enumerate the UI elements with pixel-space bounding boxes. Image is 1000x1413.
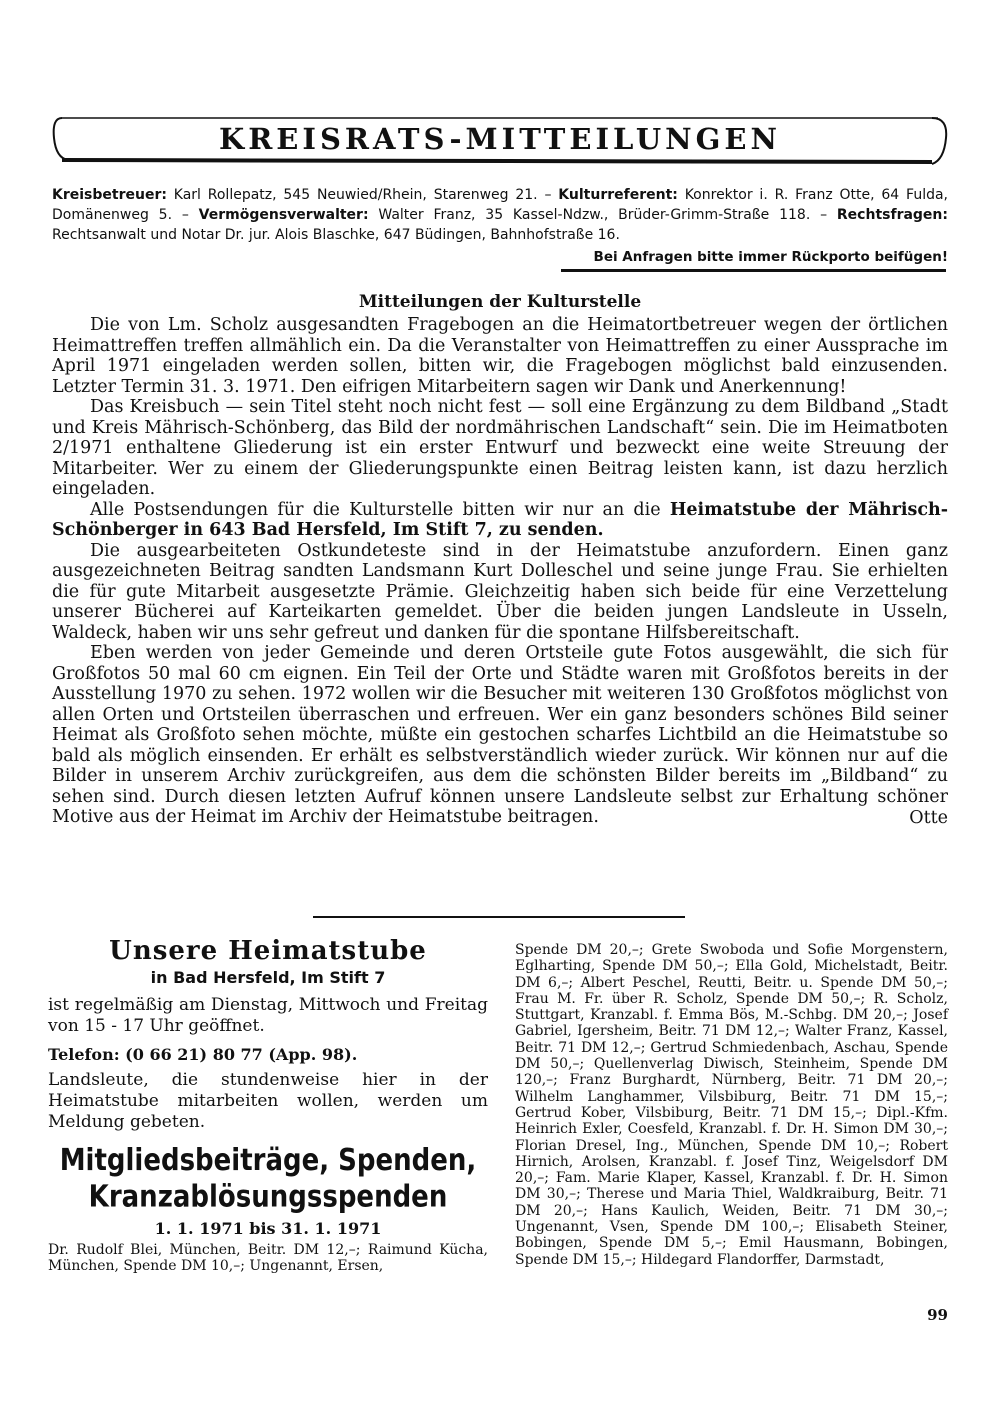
heimatstube-subtitle: in Bad Hersfeld, Im Stift 7 [150, 968, 386, 987]
masthead-banner [52, 110, 948, 168]
article-paragraph-5: Eben werden von jeder Gemeinde und deren Ortsteile gute Fotos ausgewählt, die sich für Großfotos 50 mal 60 cm eignen. Ein Teil der Orte und Städte waren mit Großfotos bereits in der Ausstellung 1970 zu sehen. 1972 wollen wir die Besucher mit weiteren 130 Großfotos möglichst von allen Orten und Ortsteilen überraschen und erfreuen. Wer ein ganz besonders schönes Bild seiner Heimat als Großfoto sehen möchte, müßte ein gestochen scharfes Lichtbild an die Heimatstube so bald als möglich einsenden. Er erhält es selbstverständlich wieder zurück. Wir können nur auf die Bilder in unserem Archiv zurückgreifen, aus dem die schönsten Bilder bereits im „Bildband“ zu sehen sind. Durch diesen letzten Aufruf können unsere Landsleute selbst zur Erhaltung schöner Motive aus der Heimat im Archiv der Heimatstube beitragen. [52, 643, 948, 827]
page-title: KREISRATS-MITTEILUNGEN [219, 122, 781, 156]
right-column [515, 942, 948, 1268]
donations-date-range: 1. 1. 1971 bis 31. 1. 1971 [154, 1219, 382, 1238]
article-paragraph-2: Das Kreisbuch — sein Titel steht noch nicht fest — soll eine Ergänzung zu dem Bildband „Stadt und Kreis Mährisch-Schönberg, das Bild der nordmährischen Landschaft“ sein. Die im Heimatboten 2/1971 enthaltene Gliederung ist ein erster Entwurf und bezweckt eine weite Streuung der Mitarbeiter. Wer zu einem der Gliederungspunkte einen Beitrag leisten kann, ist dazu herzlich eingeladen. [52, 397, 948, 499]
left-column [48, 936, 488, 1275]
donations-title [48, 1142, 488, 1216]
contacts-block [52, 185, 948, 245]
heimatstube-hours: ist regelmäßig am Dienstag, Mittwoch und Freitag von 15 - 17 Uhr geöffnet. [48, 995, 488, 1036]
article-title: Mitteilungen der Kulturstelle [358, 292, 642, 312]
rueckporto-notice: Bei Anfragen bitte immer Rückporto beifügen! [593, 249, 948, 265]
donations-title-line-2: Kranzablösungsspenden [88, 1180, 448, 1215]
heimatstube-address: Heimatstube der Mährisch-Schönberger in 643 Bad Hersfeld, Im Stift 7, zu senden. [52, 499, 949, 540]
label-kulturreferent: Kulturreferent: [558, 187, 678, 203]
paragraph-3-text: Alle Postsendungen für die Kulturstelle bitten wir nur an die [90, 499, 670, 520]
heimatstube-phone: Telefon: (0 66 21) 80 77 (App. 98). [48, 1045, 358, 1064]
vermoegensverwalter-info: Walter Franz, 35 Kassel-Ndzw., Brüder-Grimm-Straße 118. – [368, 207, 837, 223]
page-number: 99 [927, 1306, 948, 1324]
notice-underline [561, 269, 946, 272]
section-divider [313, 916, 685, 918]
article-body [52, 315, 948, 828]
donations-title-line-1: Mitgliedsbeiträge, Spenden, [59, 1143, 477, 1178]
donations-list-left: Dr. Rudolf Blei, München, Beitr. DM 12,–; Raimund Kücha, München, Spende DM 10,–; Ungenannt, Ersen, [48, 1242, 488, 1275]
article-paragraph-4: Die ausgearbeiteten Ostkundeteste sind in der Heimatstube anzufordern. Einen ganz ausgezeichneten Beitrag sandten Landsmann Kurt Dolleschel und seine junge Frau. Sie erhielten die für gute Mitarbeit ausgesetzte Prämie. Gleichzeitig haben sich beide für eine Verzettelung unserer Bücherei auf Karteikarten gemeldet. Über die beiden jungen Landsleute in Usseln, Waldeck, haben wir uns sehr gefreut und danken für die spontane Hilfsbereitschaft. [52, 540, 948, 643]
article-paragraph-3 [52, 500, 948, 541]
article-signature: Otte [909, 807, 948, 828]
heimatstube-call: Landsleute, die stundenweise hier in der Heimatstube mitarbeiten wollen, werden um Meldung gebeten. [48, 1070, 488, 1132]
kreisbetreuer-info: Karl Rollepatz, 545 Neuwied/Rhein, Starenweg 21. – [166, 187, 559, 203]
kulturreferent-info: Konrektor i. R. Franz Otte, 64 Fulda, Domänenweg 5. – [52, 187, 948, 223]
label-rechtsfragen: Rechtsfragen: [836, 207, 948, 223]
label-vermoegensverwalter: Vermögensverwalter: [198, 207, 369, 223]
article-paragraph-1: Die von Lm. Scholz ausgesandten Fragebogen an die Heimatortbetreuer wegen der örtlichen Heimattreffen treffen allmählich ein. Da die Veranstalter von Heimattreffen zu einer Aussprache im April 1971 eingeladen werden sollen, bitten wir, die Fragebogen möglichst bald einzusenden. Letzter Termin 31. 3. 1971. Den eifrigen Mitarbeitern sagen wir Dank und Anerkennung! [52, 315, 948, 397]
label-kreisbetreuer: Kreisbetreuer: [52, 187, 167, 203]
rechtsfragen-info: Rechtsanwalt und Notar Dr. jur. Alois Blaschke, 647 Büdingen, Bahnhofstraße 16. [52, 227, 620, 243]
heimatstube-title: Unsere Heimatstube [109, 936, 427, 966]
donations-list-right: Spende DM 20,–; Grete Swoboda und Sofie Morgenstern, Eglharting, Spende DM 50,–; Ella Gold, Michelstadt, Beitr. DM 6,–; Albert Peschel, Reutti, Beitr. u. Spende DM 50,–; Frau M. Fr. über R. Scholz, Spende DM 50,–; R. Scholz, Stuttgart, Kranzabl. f. Emma Bös, M.-Schbg. DM 20,–; Josef Gabriel, Igersheim, Beitr. 71 DM 12,–; Walter Franz, Kassel, Beitr. 71 DM 12,–; Gertrud Schmiedenbach, Aschau, Spende DM 50,–; Quellenverlag Diwisch, Steinheim, Spende DM 120,–; Franz Burghardt, Nürnberg, Beitr. 71 DM 20,–; Wilhelm Langhammer, Vilsbiburg, Beitr. 71 DM 15,–; Gertrud Kober, Vilsbiburg, Beitr. 71 DM 15,–; Dipl.-Kfm. Heinrich Exler, Coesfeld, Kranzabl. f. Dr. H. Simon DM 30,–; Florian Dresel, Ing., München, Spende DM 10,–; Robert Hirnich, Arolsen, Kranzabl. f. Josef Tinz, Weigelsdorf DM 20,–; Fam. Marie Klaper, Kassel, Kranzabl. f. Dr. H. Simon DM 30,–; Therese und Maria Thiel, Waldkraiburg, Beitr. 71 DM 20,–; Hans Kaulich, Weiden, Beitr. 71 DM 30,–; Ungenannt, Vsen, Spende DM 100,–; Elisabeth Steiner, Bobingen, Spende DM 5,–; Emil Hausmann, Bobingen, Spende DM 15,–; Hildegard Flandorffer, Darmstadt, [515, 942, 948, 1268]
